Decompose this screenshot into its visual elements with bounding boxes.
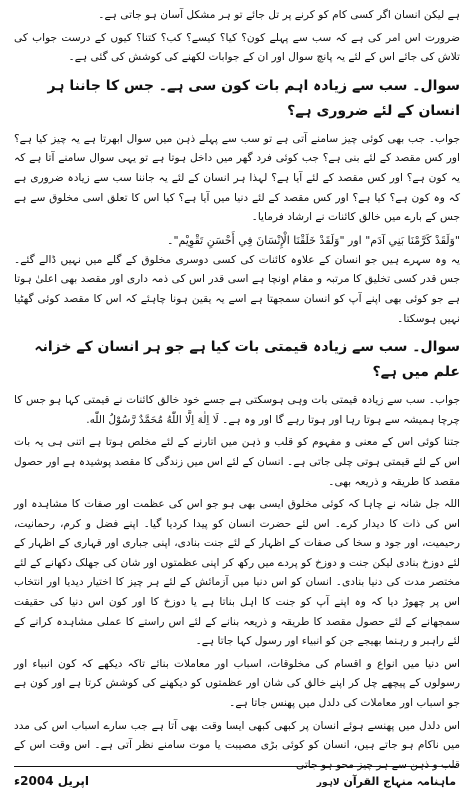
intro-paragraph-2: ضرورت اس امر کی ہے کہ سب سے پہلے کون؟ کیا؟ کیسے؟ کب؟ کتنا؟ کیوں کے درست جواب کی تلاش کی جائے اس کے لئے یہ پانچ سوال اور ان کے جوابات لکھنے کی کوشش کی گئی ہے۔ [14,31,460,64]
intro-paragraph-1: ہے لیکن انسان اگر کسی کام کو کرنے پر تل جائے تو ہر مشکل آسان ہو جاتی ہے۔ [98,9,460,21]
answer-paragraph-2: جواب۔ سب سے زیادہ قیمتی بات وہی ہوسکتی ہے جسے خود خالق کائنات نے قیمتی کہا ہو جس کا چرچا ہمیشہ سے ہوتا رہا اور ہوتا رہے گا اور وہ ہے۔ لَا اِلٰهَ اِلَّا اللّٰهُ مُحَمَّدٌ رَّسُوْلُ اللّٰه. [14,394,460,426]
article-page [14,6,460,778]
answer-paragraph-2-continued-b: اللہ جل شانہ نے چاہا کہ کوئی مخلوق ایسی بھی ہو جو اس کی عظمت اور صفات کا مشاہدہ اور اس کی ذات کا دیدار کرے۔ اس لئے حضرت انسان کو پیدا کردیا گیا۔ اپنے فضل و کرم، رحمانیت، رحیمیت، اور جود و سخا کی صفات کے اظہار کے لئے جنت بنادی، اپنی جباری اور قہاری کے اظہار کے لئے دوزخ بنادی لیکن جنت و دوزخ کو پردے میں رکھ کر اپنی عظمتوں اور شان کی جھلک دکھانے کے لئے مختصر مدت کی دنیا بنادی۔ انسان کو اس دنیا میں آزمائش کے لئے ہر چیز کا اختیار دیدیا اور انتخاب اس پر چھوڑ دیا کہ وہ اپنے آپ کو جنت کا اہل بناتا ہے یا دوزخ کا اور کون اس دنیا کی حقیقت سمجھانے کے لئے حصول مقصد کا طریقہ و ذریعہ بنانے کے لئے اس راستے کا عملی مشاہدہ کرانے کے لئے راہبر و رہنما بھیجے جن کو انبیاء اور رسول کہا جاتا ہے۔ [14,498,460,648]
footer-city: لاہور [316,777,340,788]
answer-paragraph-2-continued-d: اس دلدل میں پھنسے ہوئے انسان پر کبھی کبھی ایسا وقت بھی آتا ہے جب سارے اسباب اس کی مدد میں ناکام ہو جاتے ہیں، انسان کو کوئی بڑی مصیبت یا موت سامنے نظر آتی ہے۔ اس وقت اس کے قلب و ذہن سے ہر چیز محو ہو جاتی [14,719,460,771]
answer-paragraph-2-continued-c: اس دنیا میں انواع و اقسام کی مخلوقات، اسباب اور معاملات بنائے تاکہ دیکھے کہ کون انبیاء اور رسولوں کے پیچھے چل کر اپنے خالق کی شان اور عظمتوں کو دیکھنے کی کوشش کرتا ہے اور کون ہے جو اسباب اور معاملات کی دلدل میں پھنس جاتا ہے۔ [14,657,460,710]
page-footer [14,766,456,795]
question-heading-2: سوال۔ سب سے زیادہ قیمتی بات کیا ہے جو ہر انسان کے خزانہ علم میں ہے؟ [34,339,460,381]
footer-issue-date: اپریل 2004ء [14,774,90,788]
footer-magazine-block [317,775,456,788]
footer-magazine-name: ماہنامہ منہاج القرآن [343,774,456,788]
answer-paragraph-1-continued: یہ وہ سہرے ہیں جو انسان کے علاوہ کائنات کی کسی دوسری مخلوق کے گلے میں نہیں ڈالے گئے۔ جس قدر کسی تخلیق کا مرتبہ و مقام اونچا ہے اسی قدر اس کی ذمہ داری اور مقصد بھی اعلیٰ ہوتا ہے جو کوئی بھی اپنے آپ کو انسان سمجھتا ہے اسے یہ یقین ہونا چاہئے کہ اس کا مقصد کوئی گھٹیا نہیں ہوسکتا۔ [14,253,460,325]
answer-paragraph-1: جواب۔ جب بھی کوئی چیز سامنے آتی ہے تو سب سے پہلے ذہن میں سوال ابھرتا ہے یہ چیز کیا ہے؟ اور کس مقصد کے لئے بنی ہے؟ جب کوئی فرد گھر میں داخل ہوتا ہے تو یہی سوال سامنے آتا ہے کہ یہ کون ہے؟ اور کس مقصد کے لئے آیا ہے؟ لہذا ہر انسان کے لئے یہ جاننا سب سے زیادہ ضروری ہے کہ وہ کون ہے؟ کیا ہے؟ اور کس مقصد کے لئے دنیا میں آیا ہے؟ کیا اس کا تعلق اسی مخلوق سے ہے جس کے بارے میں خالق کائنات نے ارشاد فرمایا۔ [14,132,460,224]
answer-paragraph-2-continued-a: جتنا کوئی اس کے معنی و مفہوم کو قلب و ذہن میں اتارنے کے لئے مخلص ہوتا ہے اتنی ہی یہ بات اس کے لئے قیمتی ہوتی چلی جاتی ہے۔ انسان کے لئے اس میں زندگی کا مقصد پوشیدہ ہے اور حصول مقصد کا طریقہ و ذریعہ بھی۔ [14,436,460,488]
quranic-quote: "وَلَقَدْ كَرَّمْنَا بَنِي آدَم" اور "وَلَقَدْ خَلَقْنَا الْإِنْسَانَ فِي أَحْسَنِ تَقْوِيْم"۔ [167,233,460,247]
question-heading-1: سوال۔ سب سے زیادہ اہم بات کون سی ہے۔ جس کا جاننا ہر انسان کے لئے ضروری ہے؟ [47,77,460,119]
